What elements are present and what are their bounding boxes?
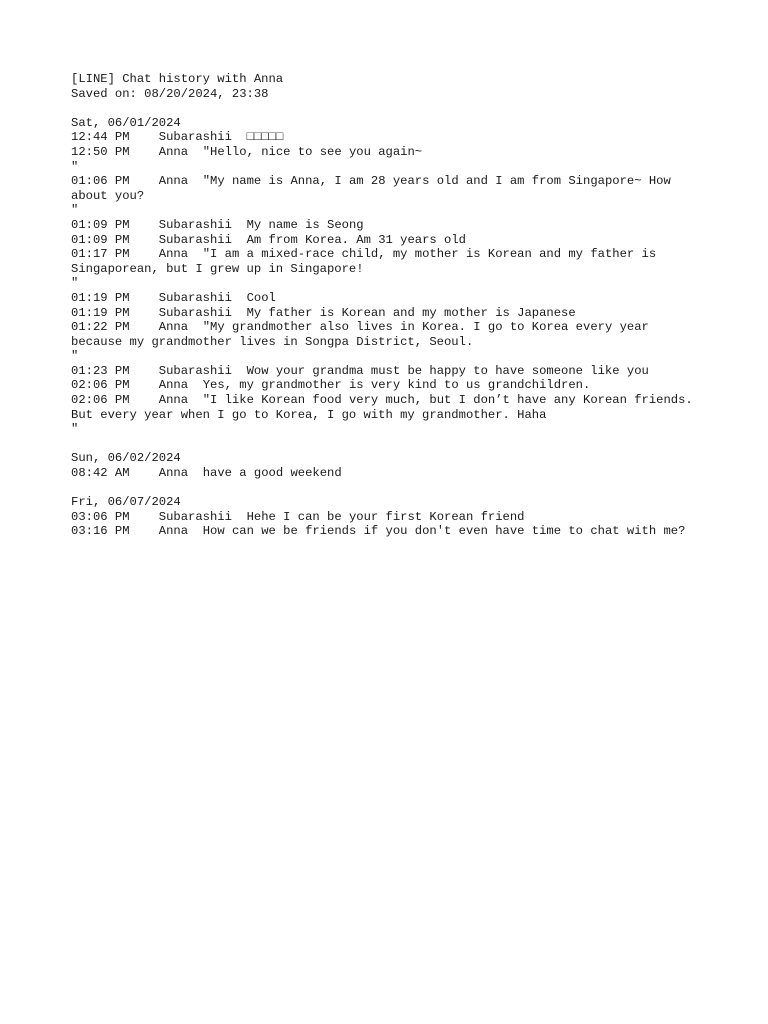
spacer <box>71 481 701 496</box>
message-text: Hehe I can be your first Korean friend <box>246 509 525 524</box>
message-sender: Subarashii <box>158 363 232 378</box>
message-row <box>71 306 701 321</box>
message-time: 01:09 PM <box>71 217 130 232</box>
message-time: 01:22 PM <box>71 320 130 335</box>
message-row <box>71 145 701 174</box>
spacer <box>71 101 701 116</box>
day-header: Sun, 06/02/2024 <box>71 451 181 466</box>
spacer <box>71 437 701 452</box>
message-sender: Anna <box>158 378 189 393</box>
message-time: 01:17 PM <box>71 247 130 262</box>
chat-history <box>71 116 701 539</box>
message-row <box>71 364 701 379</box>
message-sender: Anna <box>158 174 189 189</box>
message-text: "I am a mixed-race child, my mother is Korean and my father is Singaporean, but I grew up in Singapore! " <box>71 247 657 291</box>
message-sender: Anna <box>158 247 189 262</box>
message-time: 01:06 PM <box>71 174 130 189</box>
message-row <box>71 466 701 481</box>
message-row <box>71 233 701 248</box>
message-sender: Anna <box>158 524 189 539</box>
message-row <box>71 247 701 291</box>
message-text: "Hello, nice to see you again~ " <box>71 144 423 174</box>
message-time: 01:19 PM <box>71 290 130 305</box>
message-row <box>71 524 701 539</box>
message-text: Wow your grandma must be happy to have someone like you <box>246 363 649 378</box>
message-row <box>71 130 701 145</box>
message-time: 12:44 PM <box>71 130 130 145</box>
message-row <box>71 320 701 364</box>
message-sender: Subarashii <box>158 305 232 320</box>
message-text: "My grandmother also lives in Korea. I go to Korea every year because my grandmother lives in Songpa District, Seoul. " <box>71 320 649 364</box>
message-time: 02:06 PM <box>71 378 130 393</box>
document-title: [LINE] Chat history with Anna <box>71 72 284 86</box>
message-sender: Subarashii <box>158 217 232 232</box>
message-time: 03:16 PM <box>71 524 130 539</box>
message-row <box>71 378 701 393</box>
message-time: 01:19 PM <box>71 305 130 320</box>
message-row <box>71 510 701 525</box>
message-sender: Anna <box>158 144 189 159</box>
day-header: Fri, 06/07/2024 <box>71 495 181 510</box>
chat-log-document <box>71 72 701 539</box>
message-time: 01:23 PM <box>71 363 130 378</box>
message-sender: Anna <box>158 466 189 481</box>
saved-timestamp: Saved on: 08/20/2024, 23:38 <box>71 86 269 101</box>
message-text: □□□□□ <box>246 130 284 145</box>
message-text: How can we be friends if you don't even have time to chat with me? <box>202 524 686 539</box>
message-sender: Subarashii <box>158 290 232 305</box>
message-time: 08:42 AM <box>71 466 130 481</box>
message-text: have a good weekend <box>202 466 342 481</box>
message-sender: Subarashii <box>158 509 232 524</box>
message-time: 12:50 PM <box>71 144 130 159</box>
message-time: 02:06 PM <box>71 393 130 408</box>
message-row <box>71 291 701 306</box>
day-header: Sat, 06/01/2024 <box>71 115 181 130</box>
message-sender: Subarashii <box>158 130 232 145</box>
message-row <box>71 174 701 218</box>
message-text: Yes, my grandmother is very kind to us grandchildren. <box>202 378 591 393</box>
message-sender: Anna <box>158 320 189 335</box>
message-text: My name is Seong <box>246 217 364 232</box>
message-sender: Subarashii <box>158 232 232 247</box>
message-text: "I like Korean food very much, but I don’t have any Korean friends. But every year when I go to Korea, I go with my grandmother. Haha " <box>71 393 693 437</box>
message-row <box>71 218 701 233</box>
message-text: Cool <box>246 290 276 305</box>
message-time: 01:09 PM <box>71 232 130 247</box>
message-time: 03:06 PM <box>71 509 130 524</box>
message-text: "My name is Anna, I am 28 years old and I am from Singapore~ How about you? " <box>71 174 671 218</box>
message-text: My father is Korean and my mother is Japanese <box>246 305 576 320</box>
message-sender: Anna <box>158 393 189 408</box>
message-text: Am from Korea. Am 31 years old <box>246 232 466 247</box>
message-row <box>71 393 701 437</box>
